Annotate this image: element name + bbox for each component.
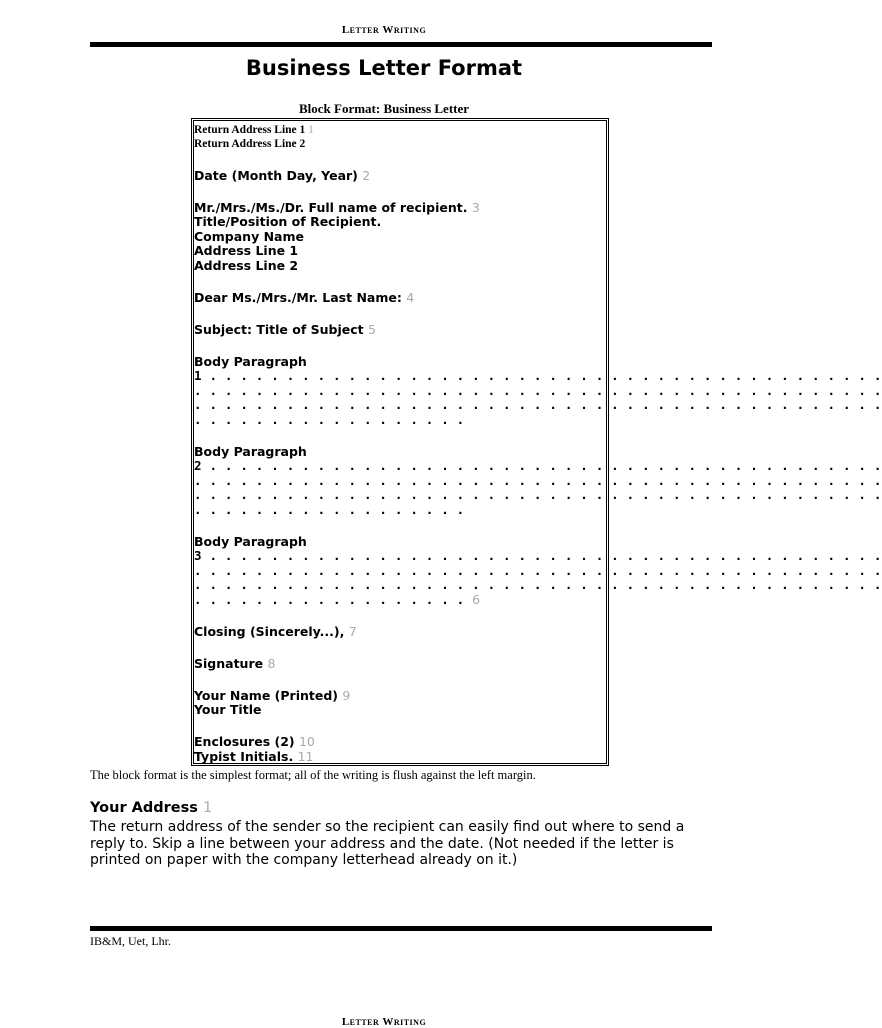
signature-line: Signature 8 (194, 655, 276, 671)
date-line: Date (Month Day, Year) 2 (194, 167, 371, 183)
body-paragraph-2-dots: . . . . . . . . . . . . . . . . . . . . . . . . . . . . . . . . . . . . . . . . . . . . . (194, 487, 882, 502)
printed-name: Your Name (Printed) 9 (194, 687, 351, 703)
body-paragraph-3-dots: . . . . . . . . . . . . . . . . . . . . . . . . . . . . . . . . . . . . . . . . . . . . . (194, 577, 882, 592)
next-page-header: Letter Writing (341, 1016, 427, 1028)
body-paragraph-2-dots: 2 . . . . . . . . . . . . . . . . . . . . . . . . . . . . . . . . . . . . . . . . . . . . (194, 458, 882, 473)
recipient-name: Mr./Mrs./Ms./Dr. Full name of recipient. 3 (194, 199, 480, 215)
recipient-title: Title/Position of Recipient. (194, 214, 382, 229)
page-footer: IB&M, Uet, Lhr. (90, 934, 171, 948)
body-paragraph-1-dots: . . . . . . . . . . . . . . . . . . (194, 411, 465, 427)
return-address-line-1: Return Address Line 1 1 (194, 124, 314, 136)
body-paragraph-3-heading: Body Paragraph (194, 533, 307, 549)
address-line-1: Address Line 1 (194, 243, 299, 258)
letter-template-box (191, 118, 882, 766)
address-line-2: Address Line 2 (194, 257, 299, 273)
body-paragraph-2-dots: . . . . . . . . . . . . . . . . . . . . . . . . . . . . . . . . . . . . . . . . . . . . . (194, 472, 882, 488)
block-format-description: The block format is the simplest format; all of the writing is flush against the left margin. (90, 768, 536, 782)
footer-rule (90, 926, 712, 931)
typist-initials: Typist Initials. 11 (194, 748, 314, 764)
body-paragraph-1-dots: 1 . . . . . . . . . . . . . . . . . . . . . . . . . . . . . . . . . . . . . . . . . . . . (194, 368, 882, 383)
body-paragraph-3-dots: . . . . . . . . . . . . . . . . . . 6 (194, 591, 481, 607)
subject-line: Subject: Title of Subject 5 (194, 321, 376, 337)
body-paragraph-2-dots: . . . . . . . . . . . . . . . . . . (194, 501, 465, 517)
enclosures-line: Enclosures (2) 10 (194, 734, 315, 749)
your-title: Your Title (194, 702, 262, 717)
body-paragraph-1-dots: . . . . . . . . . . . . . . . . . . . . . . . . . . . . . . . . . . . . . . . . . . . . . (194, 397, 882, 412)
return-address-line-2: Return Address Line 2 (194, 138, 306, 150)
body-paragraph-2-heading: Body Paragraph (194, 443, 307, 459)
body-paragraph-1-heading: Body Paragraph (194, 353, 307, 369)
body-paragraph-3-dots: . . . . . . . . . . . . . . . . . . . . . . . . . . . . . . . . . . . . . . . . . . . . . (194, 562, 882, 578)
header-rule (90, 42, 712, 47)
figure-caption: Block Format: Business Letter (298, 101, 470, 116)
page-title: Business Letter Format (245, 56, 523, 80)
section-heading: Your Address 1 (90, 800, 213, 816)
running-header: Letter Writing (341, 24, 427, 36)
closing-line: Closing (Sincerely...), 7 (194, 623, 357, 639)
section-body: The return address of the sender so the recipient can easily find out where to send a reply to. Skip a line between your address and the date. (Not needed if the letter is printed on paper with the company letterhead already on it.) (90, 819, 685, 868)
body-paragraph-3-dots: 3 . . . . . . . . . . . . . . . . . . . . . . . . . . . . . . . . . . . . . . . . . . . . (194, 548, 882, 563)
company-name: Company Name (194, 228, 304, 244)
salutation: Dear Ms./Mrs./Mr. Last Name: 4 (194, 289, 415, 305)
body-paragraph-1-dots: . . . . . . . . . . . . . . . . . . . . . . . . . . . . . . . . . . . . . . . . . . . . . (194, 382, 882, 398)
